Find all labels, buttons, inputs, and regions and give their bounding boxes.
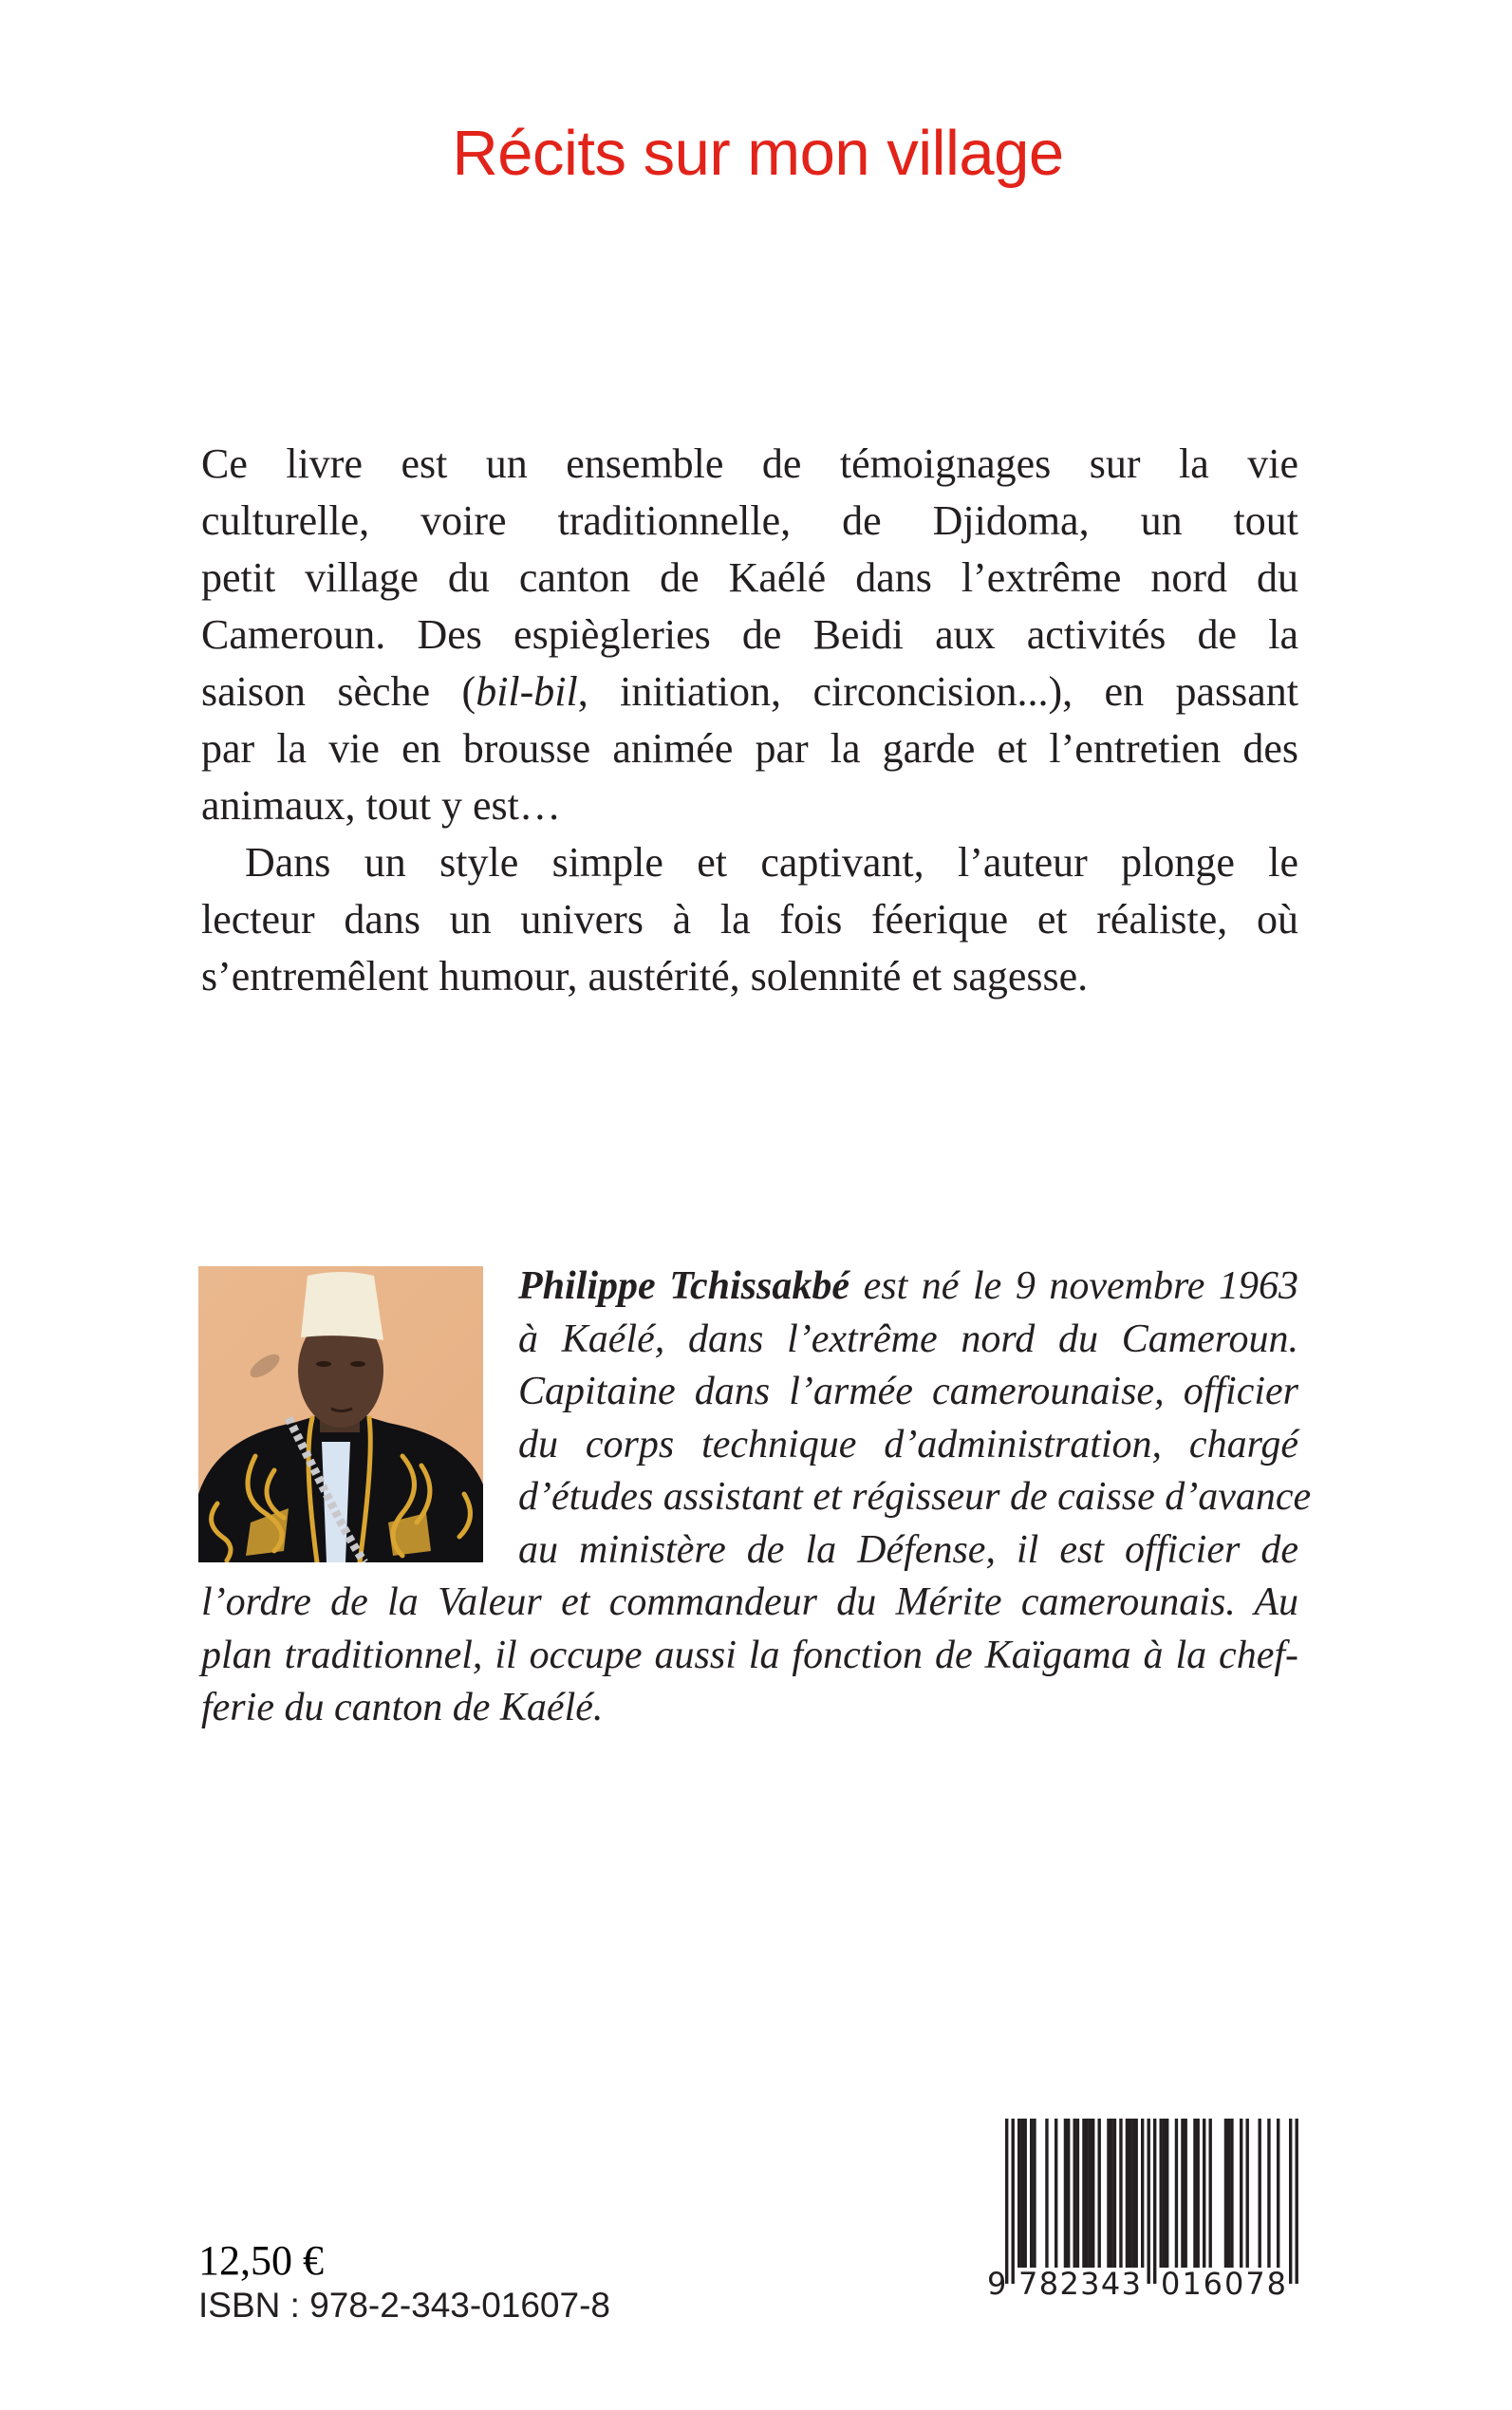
barcode-icon: [978, 2115, 1305, 2305]
price: 12,50 €: [198, 2237, 324, 2284]
bio-line: Capitaine dans l’armée camerounaise, officier: [518, 1370, 1298, 1413]
author-bio: [518, 1261, 1312, 1577]
barcode-first-digit: 9: [987, 2266, 1007, 2302]
blurb-line: Cameroun. Des espiègleries de Beidi aux activités de la: [201, 611, 1298, 658]
bio-line: d’études assistant et régisseur de caisse d’avance: [518, 1475, 1312, 1519]
author-bio-continued: [201, 1577, 1298, 1735]
blurb-line: [201, 663, 1298, 720]
isbn-barcode: [978, 2115, 1305, 2305]
blurb-italic-term: bil-bil: [476, 668, 578, 715]
bio-line: au ministère de la Défense, il est officier de: [518, 1527, 1298, 1572]
bio-text: est né le 9 novembre 1963: [863, 1264, 1298, 1308]
blurb-text: saison sèche (: [201, 668, 476, 715]
blurb-line: animaux, tout y est…: [201, 782, 561, 829]
author-portrait-image: [198, 1266, 483, 1562]
blurb-line: Dans un style simple et captivant, l’auteur plonge le: [245, 839, 1298, 886]
blurb-line: Ce livre est un ensemble de témoignages sur la vie: [201, 440, 1298, 487]
blurb-line: petit village du canton de Kaélé dans l’extrême nord du: [201, 554, 1298, 601]
blurb-line: par la vie en brousse animée par la garde et l’entretien des: [201, 725, 1298, 772]
blurb-line: s’entremêlent humour, austérité, solennité et sagesse.: [201, 953, 1089, 999]
bio-line: plan traditionnel, il occupe aussi la fonction de Kaïgama à la chef-: [201, 1633, 1298, 1677]
blurb-line: lecteur dans un univers à la fois féerique et réaliste, où: [201, 896, 1298, 943]
back-cover-blurb: [201, 436, 1298, 1005]
author-name: Philippe Tchissakbé: [518, 1264, 850, 1308]
barcode-right-digits: 016078: [1161, 2266, 1286, 2302]
isbn: ISBN : 978-2-343-01607-8: [198, 2286, 610, 2325]
bio-line: [518, 1261, 1298, 1314]
author-photo: [198, 1266, 483, 1562]
bio-line: à Kaélé, dans l’extrême nord du Cameroun.: [518, 1317, 1298, 1361]
barcode-left-digits: 782343: [1018, 2266, 1141, 2302]
blurb-line: culturelle, voire traditionnelle, de Djidoma, un tout: [201, 497, 1298, 544]
book-title: Récits sur mon village: [452, 118, 1064, 189]
bio-line: du corps technique d’administration, chargé: [518, 1422, 1298, 1467]
bio-line: ferie du canton de Kaélé.: [201, 1686, 604, 1729]
blurb-text: , initiation, circoncision...), en passant: [577, 668, 1298, 715]
bio-line: l’ordre de la Valeur et commandeur du Mérite camerounais. Au: [201, 1580, 1298, 1624]
